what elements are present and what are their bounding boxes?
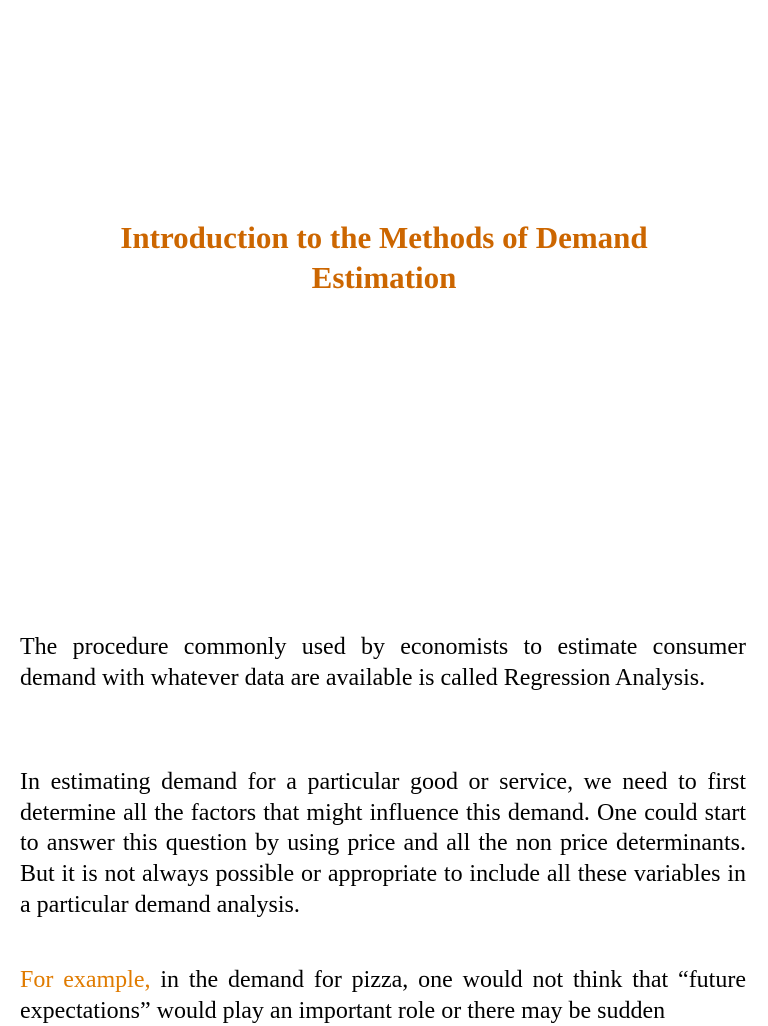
example-body: in the demand for pizza, one would not think that “future expectations” would play an important role or there may be sudden — [20, 967, 746, 1024]
page-title: Introduction to the Methods of Demand Estimation — [120, 220, 648, 295]
paragraph-regression-analysis: The procedure commonly used by economists to estimate consumer demand with whatever data are available is called Regression Analysis. — [20, 634, 746, 691]
paragraph-pizza-example — [20, 965, 746, 1026]
example-lead: For example, — [20, 967, 151, 993]
paragraph-demand-factors: In estimating demand for a particular good or service, we need to first determine all the factors that might influence this demand. One could start to answer this question by using price and all the non price determinants. But it is not always possible or appropriate to include all these variables in a particular demand analysis. — [20, 769, 746, 918]
